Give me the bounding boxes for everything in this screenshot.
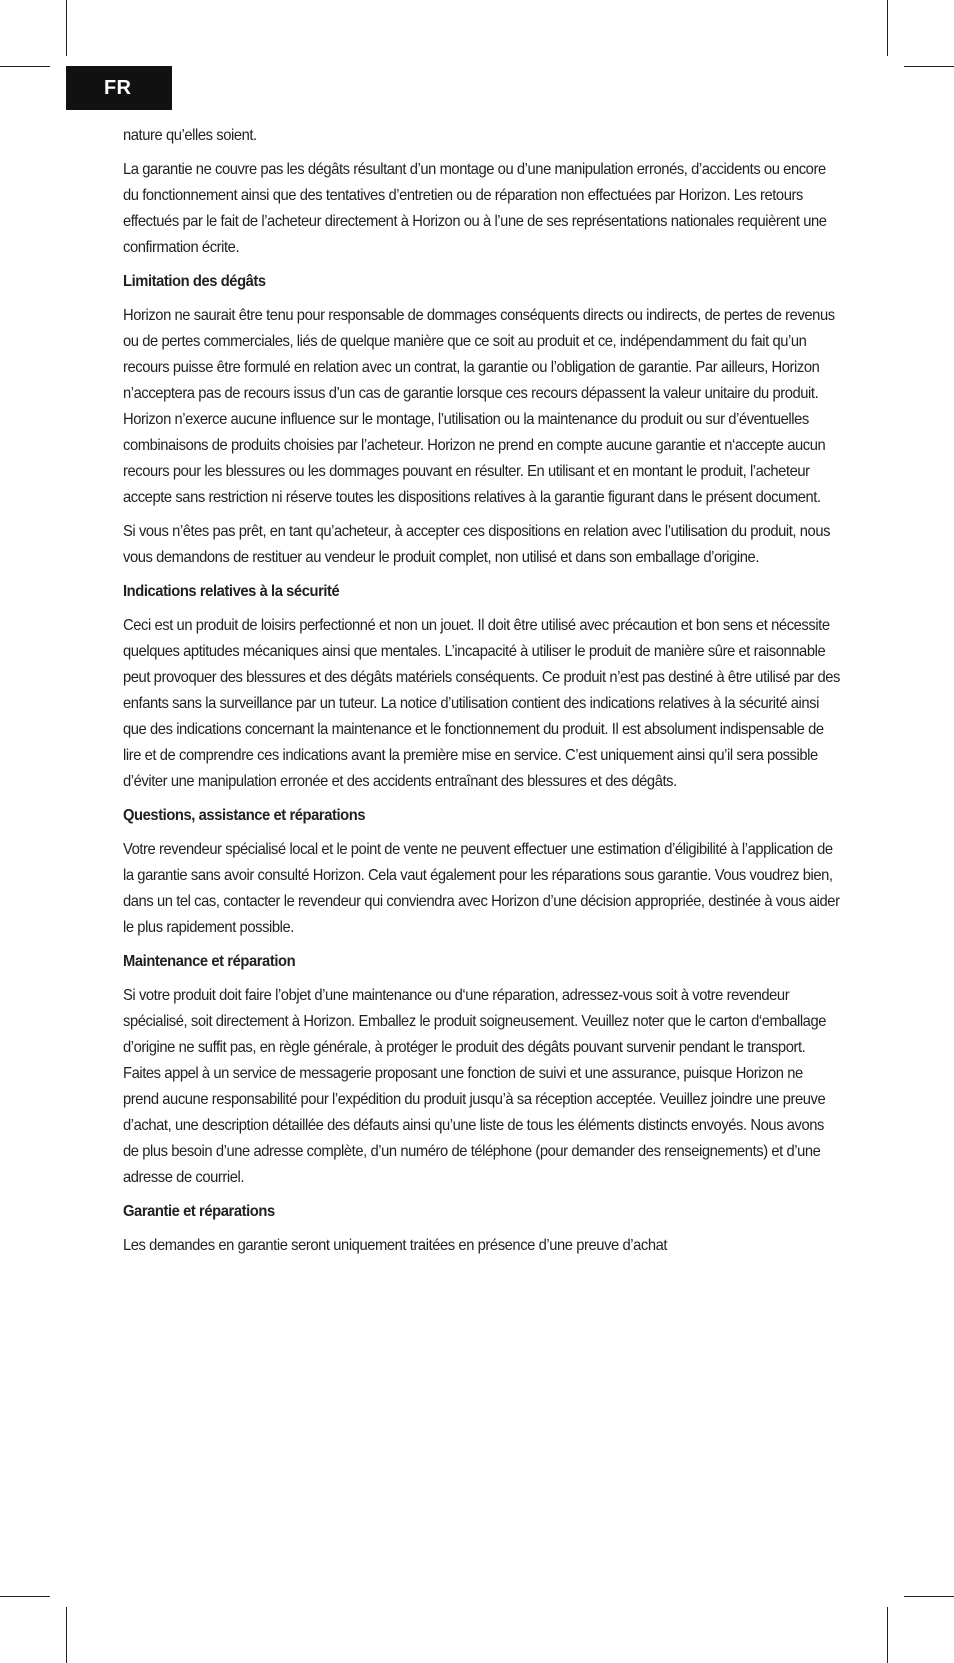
section-heading: Indications relatives à la sécurité: [123, 583, 340, 600]
crop-mark-bottom-right-horizontal: [904, 1596, 954, 1597]
section-heading: Limitation des dégâts: [123, 273, 266, 290]
section-heading: Questions, assistance et réparations: [123, 807, 366, 824]
crop-mark-bottom-right-vertical: [887, 1607, 888, 1663]
crop-mark-top-right-horizontal: [904, 66, 954, 67]
crop-mark-top-right-vertical: [887, 0, 888, 56]
crop-mark-bottom-left-horizontal: [0, 1596, 50, 1597]
paragraph: Si votre produit doit faire l’objet d’une maintenance ou d‘une réparation, adressez-vous soit à votre revendeur spécialisé, soit directement à Horizon. Emballez le produit soigneusement. Veuillez noter que le carton d‘emballage d’origine ne suffit pas, en règle générale, à protéger le produit des dégâts pouvant survenir pendant le transport. Faites appel à un service de messagerie proposant une fonction de suivi et une assurance, puisque Horizon ne prend aucune responsabilité pour l’expédition du produit jusqu’à sa réception acceptée. Veuillez joindre une preuve d’achat, une description détaillée des défauts ainsi qu’une liste de tous les éléments distincts envoyés. Nous avons de plus besoin d’une adresse complète, d’un numéro de téléphone (pour demander des renseignements) et d’une adresse de courriel.: [123, 987, 827, 1186]
language-tab: FR: [66, 66, 172, 110]
crop-mark-bottom-left-vertical: [66, 1607, 67, 1663]
paragraph: Les demandes en garantie seront uniquement traitées en présence d’une preuve d’achat: [123, 1237, 668, 1254]
paragraph: nature qu’elles soient.: [123, 127, 257, 144]
crop-mark-top-left-vertical: [66, 0, 67, 56]
paragraph: Si vous n’êtes pas prêt, en tant qu’acheteur, à accepter ces dispositions en relation avec l’utilisation du produit, nous vous demandons de restituer au vendeur le produit complet, non utilisé et dans son emballage d’origine.: [123, 523, 831, 566]
section-heading: Garantie et réparations: [123, 1203, 275, 1220]
section-heading: Maintenance et réparation: [123, 953, 296, 970]
paragraph: Votre revendeur spécialisé local et le point de vente ne peuvent effectuer une estimation d’éligibilité à l’application de la garantie sans avoir consulté Horizon. Cela vaut également pour les réparations sous garantie. Vous voudrez bien, dans un tel cas, contacter le revendeur qui conviendra avec Horizon d’une décision appropriée, destinée à vous aider le plus rapidement possible.: [123, 841, 840, 936]
paragraph: Ceci est un produit de loisirs perfectionné et non un jouet. Il doit être utilisé avec précaution et bon sens et nécessite quelques aptitudes mécaniques ainsi que mentales. L’incapacité à utiliser le produit de manière sûre et raisonnable peut provoquer des blessures et des dégâts matériels conséquents. Ce produit n’est pas destiné à être utilisé par des enfants sans la surveillance par un tuteur. La notice d’utilisation contient des indications relatives à la sécurité ainsi que des indications concernant la maintenance et le fonctionnement du produit. Il est absolument indispensable de lire et de comprendre ces indications avant la première mise en service. C’est uniquement ainsi qu’il sera possible d’éviter une manipulation erronée et des accidents entraînant des blessures et des dégâts.: [123, 617, 840, 790]
document-body: [123, 123, 841, 1267]
paragraph: La garantie ne couvre pas les dégâts résultant d’un montage ou d’une manipulation erronés, d’accidents ou encore du fonctionnement ainsi que des tentatives d’entretien ou de réparation non effectuées par Horizon. Les retours effectués par le fait de l’acheteur directement à Horizon ou à l’une de ses représentations nationales requièrent une confirmation écrite.: [123, 161, 827, 256]
crop-mark-top-left-horizontal: [0, 66, 50, 67]
paragraph: Horizon ne saurait être tenu pour responsable de dommages conséquents directs ou indirects, de pertes de revenus ou de pertes commerciales, liés de quelque manière que ce soit au produit et ce, indépendamment du fait qu’un recours puisse être formulé en relation avec un contrat, la garantie ou l’obligation de garantie. Par ailleurs, Horizon n’acceptera pas de recours issus d’un cas de garantie lorsque ces recours dépassent la valeur unitaire du produit. Horizon n’exerce aucune influence sur le montage, l’utilisation ou la maintenance du produit ou sur d’éventuelles combinaisons de produits choisies par l’acheteur. Horizon ne prend en compte aucune garantie et n‘accepte aucun recours pour les blessures ou les dommages pouvant en résulter. En utilisant et en montant le produit, l’acheteur accepte sans restriction ni réserve toutes les dispositions relatives à la garantie figurant dans le présent document.: [123, 307, 835, 506]
